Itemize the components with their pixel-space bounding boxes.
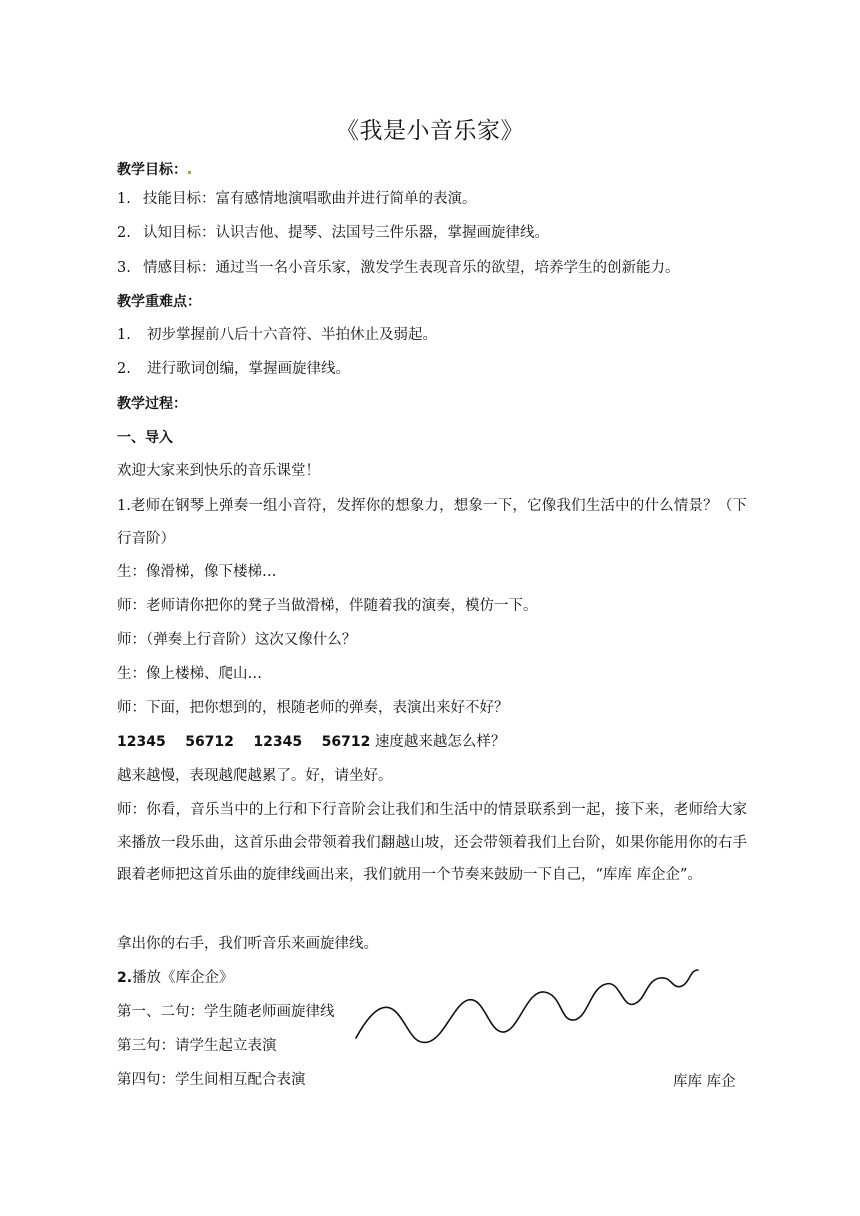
document-title: 《我是小音乐家》 bbox=[336, 118, 524, 144]
dialog-line-7: 拿出你的右手，我们听音乐来画旋律线。 bbox=[117, 936, 378, 952]
objective-item-1: 1. 技能目标：富有感情地演唱歌曲并进行简单的表演。 bbox=[117, 191, 477, 207]
objectives-heading: 教学目标： bbox=[117, 160, 192, 180]
rhythm-text: 库库 库企 bbox=[673, 1074, 736, 1090]
welcome-text: 欢迎大家来到快乐的音乐课堂！ bbox=[117, 463, 320, 479]
dialog-line-1: 生：像滑梯，像下楼梯… bbox=[117, 564, 277, 580]
step-line-4: 第四句：学生间相互配合表演 bbox=[117, 1072, 306, 1088]
process-heading: 教学过程： bbox=[117, 396, 187, 412]
notes-question: 速度越来越怎么样？ bbox=[374, 734, 506, 750]
paragraph-melody: 师：你看，音乐当中的上行和下行音阶会让我们和生活中的情景联系到一起，接下来，老师给大家来播放一段乐曲，这首乐曲会带领着我们翻越山坡，还会带领着我们上台阶，如果你能用你的右手跟着老师把这首乐曲的旋律线画出来，我们就用一个节奏来鼓励一下自己，“库库 库企企”。 bbox=[117, 802, 747, 883]
step-line-1: 第一、二句：学生随老师画旋律线 bbox=[117, 1004, 335, 1020]
edit-mark-icon bbox=[188, 171, 191, 174]
note-numbers: 12345 56712 12345 56712 bbox=[117, 734, 371, 750]
keypoint-item-1: 1. 初步掌握前八后十六音符、半拍休止及弱起。 bbox=[117, 327, 437, 343]
play-line: 2.播放《库企企》 bbox=[117, 970, 234, 986]
keypoints-heading: 教学重难点： bbox=[117, 294, 201, 310]
dialog-line-5: 师：下面，把你想到的，根随老师的弹奏，表演出来好不好？ bbox=[117, 700, 509, 716]
dialog-line-6: 越来越慢，表现越爬越累了。好，请坐好。 bbox=[117, 768, 393, 784]
keypoint-item-2: 2. 进行歌词创编，掌握画旋律线。 bbox=[117, 361, 350, 377]
step-line-3: 第三句：请学生起立表演 bbox=[117, 1038, 277, 1054]
dialog-line-2: 师：老师请你把你的凳子当做滑梯，伴随着我的演奏，模仿一下。 bbox=[117, 598, 538, 614]
objective-item-2: 2. 认知目标：认识吉他、提琴、法国号三件乐器，掌握画旋律线。 bbox=[117, 225, 549, 241]
dialog-line-4: 生：像上楼梯、爬山… bbox=[117, 666, 262, 682]
objective-item-3: 3. 情感目标：通过当一名小音乐家，激发学生表现音乐的欲望，培养学生的创新能力。 bbox=[117, 260, 680, 276]
notes-line bbox=[117, 732, 505, 752]
melody-line-drawing bbox=[350, 960, 710, 1050]
dialog-line-3: 师：（弹奏上行音阶）这次又像什么？ bbox=[117, 632, 357, 648]
section-heading-intro: 一、导入 bbox=[117, 430, 173, 446]
paragraph-piano: 1.老师在钢琴上弹奏一组小音符，发挥你的想象力，想象一下，它像我们生活中的什么情景？（下行音阶） bbox=[117, 498, 747, 547]
